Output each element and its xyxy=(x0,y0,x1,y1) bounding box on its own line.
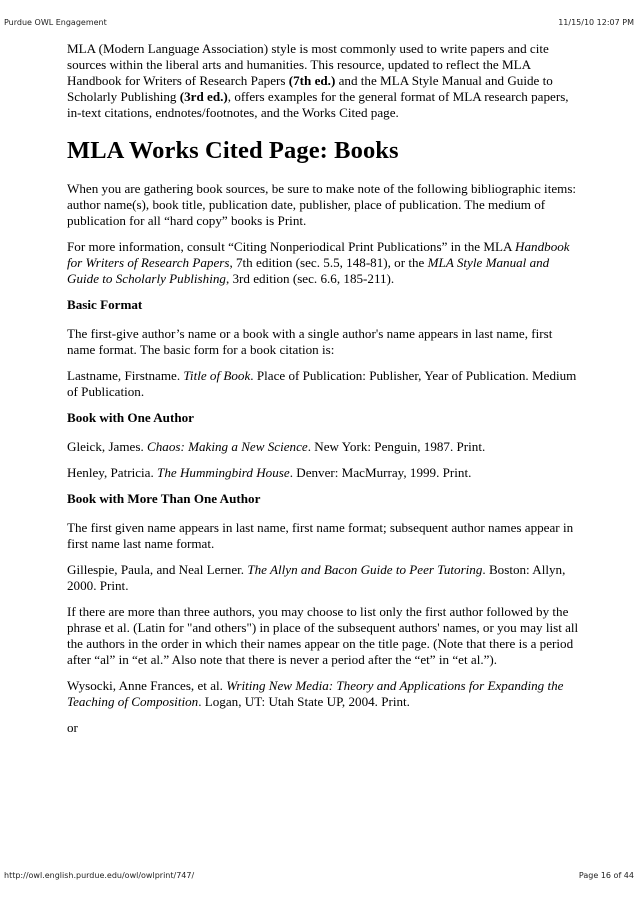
example-gillespie: Gillespie, Paula, and Neal Lerner. The Allyn and Bacon Guide to Peer Tutoring. Boston: Allyn, 2000. Print. xyxy=(67,562,566,593)
et-al-paragraph: If there are more than three authors, you may choose to list only the first author followed by the phrase et al. (Latin for "and others") in place of the subsequent authors' names, or you may list all the authors in the order in which their names appear on the title page. (Note that there is a period after “al” in “et al.” Also note that there is never a period after the “et” in “et al.”). xyxy=(67,604,579,667)
header-site-title: Purdue OWL Engagement xyxy=(4,18,107,27)
more-info-paragraph: For more information, consult “Citing Nonperiodical Print Publications” in the MLA Handbook for Writers of Research Papers, 7th edition (sec. 5.5, 148-81), or the MLA Style Manual and Guide to Scholarly Publishing, 3rd edition (sec. 6.6, 185-211). xyxy=(67,239,570,286)
multi-author-description: The first given name appears in last name, first name format; subsequent author names appear in first name last name format. xyxy=(67,520,574,551)
gathering-paragraph: When you are gathering book sources, be sure to make note of the following bibliographic items: author name(s), book title, publication date, publisher, place of publication. The medium of publication for all “hard copy” books is Print. xyxy=(67,181,577,228)
multi-author-heading: Book with More Than One Author xyxy=(67,491,261,506)
or-text: or xyxy=(67,720,78,735)
print-footer xyxy=(0,871,638,880)
example-henley: Henley, Patricia. The Hummingbird House. Denver: MacMurray, 1999. Print. xyxy=(67,465,472,480)
basic-format-heading: Basic Format xyxy=(67,297,143,312)
footer-url: http://owl.english.purdue.edu/owl/owlprint/747/ xyxy=(4,871,195,880)
intro-paragraph: MLA (Modern Language Association) style is most commonly used to write papers and cite sources within the liberal arts and humanities. This resource, updated to reflect the MLA Handbook for Writers of Research Papers (7th ed.) and the MLA Style Manual and Guide to Scholarly Publishing (3rd ed.), offers examples for the general format of MLA research papers, in-text citations, endnotes/footnotes, and the Works Cited page. xyxy=(67,41,569,120)
print-header xyxy=(0,18,638,27)
example-gleick: Gleick, James. Chaos: Making a New Science. New York: Penguin, 1987. Print. xyxy=(67,439,486,454)
page-title: MLA Works Cited Page: Books xyxy=(67,137,399,164)
example-wysocki: Wysocki, Anne Frances, et al. Writing New Media: Theory and Applications for Expanding the Teaching of Composition. Logan, UT: Utah State UP, 2004. Print. xyxy=(67,678,564,709)
header-timestamp: 11/15/10 12:07 PM xyxy=(558,18,634,27)
basic-format-description: The first-give author’s name or a book with a single author's name appears in last name, first name format. The basic form for a book citation is: xyxy=(67,326,553,357)
basic-format-example: Lastname, Firstname. Title of Book. Place of Publication: Publisher, Year of Publication. Medium of Publication. xyxy=(67,368,577,399)
one-author-heading: Book with One Author xyxy=(67,410,194,425)
footer-page-number: Page 16 of 44 xyxy=(578,871,634,880)
page-content xyxy=(67,41,579,736)
